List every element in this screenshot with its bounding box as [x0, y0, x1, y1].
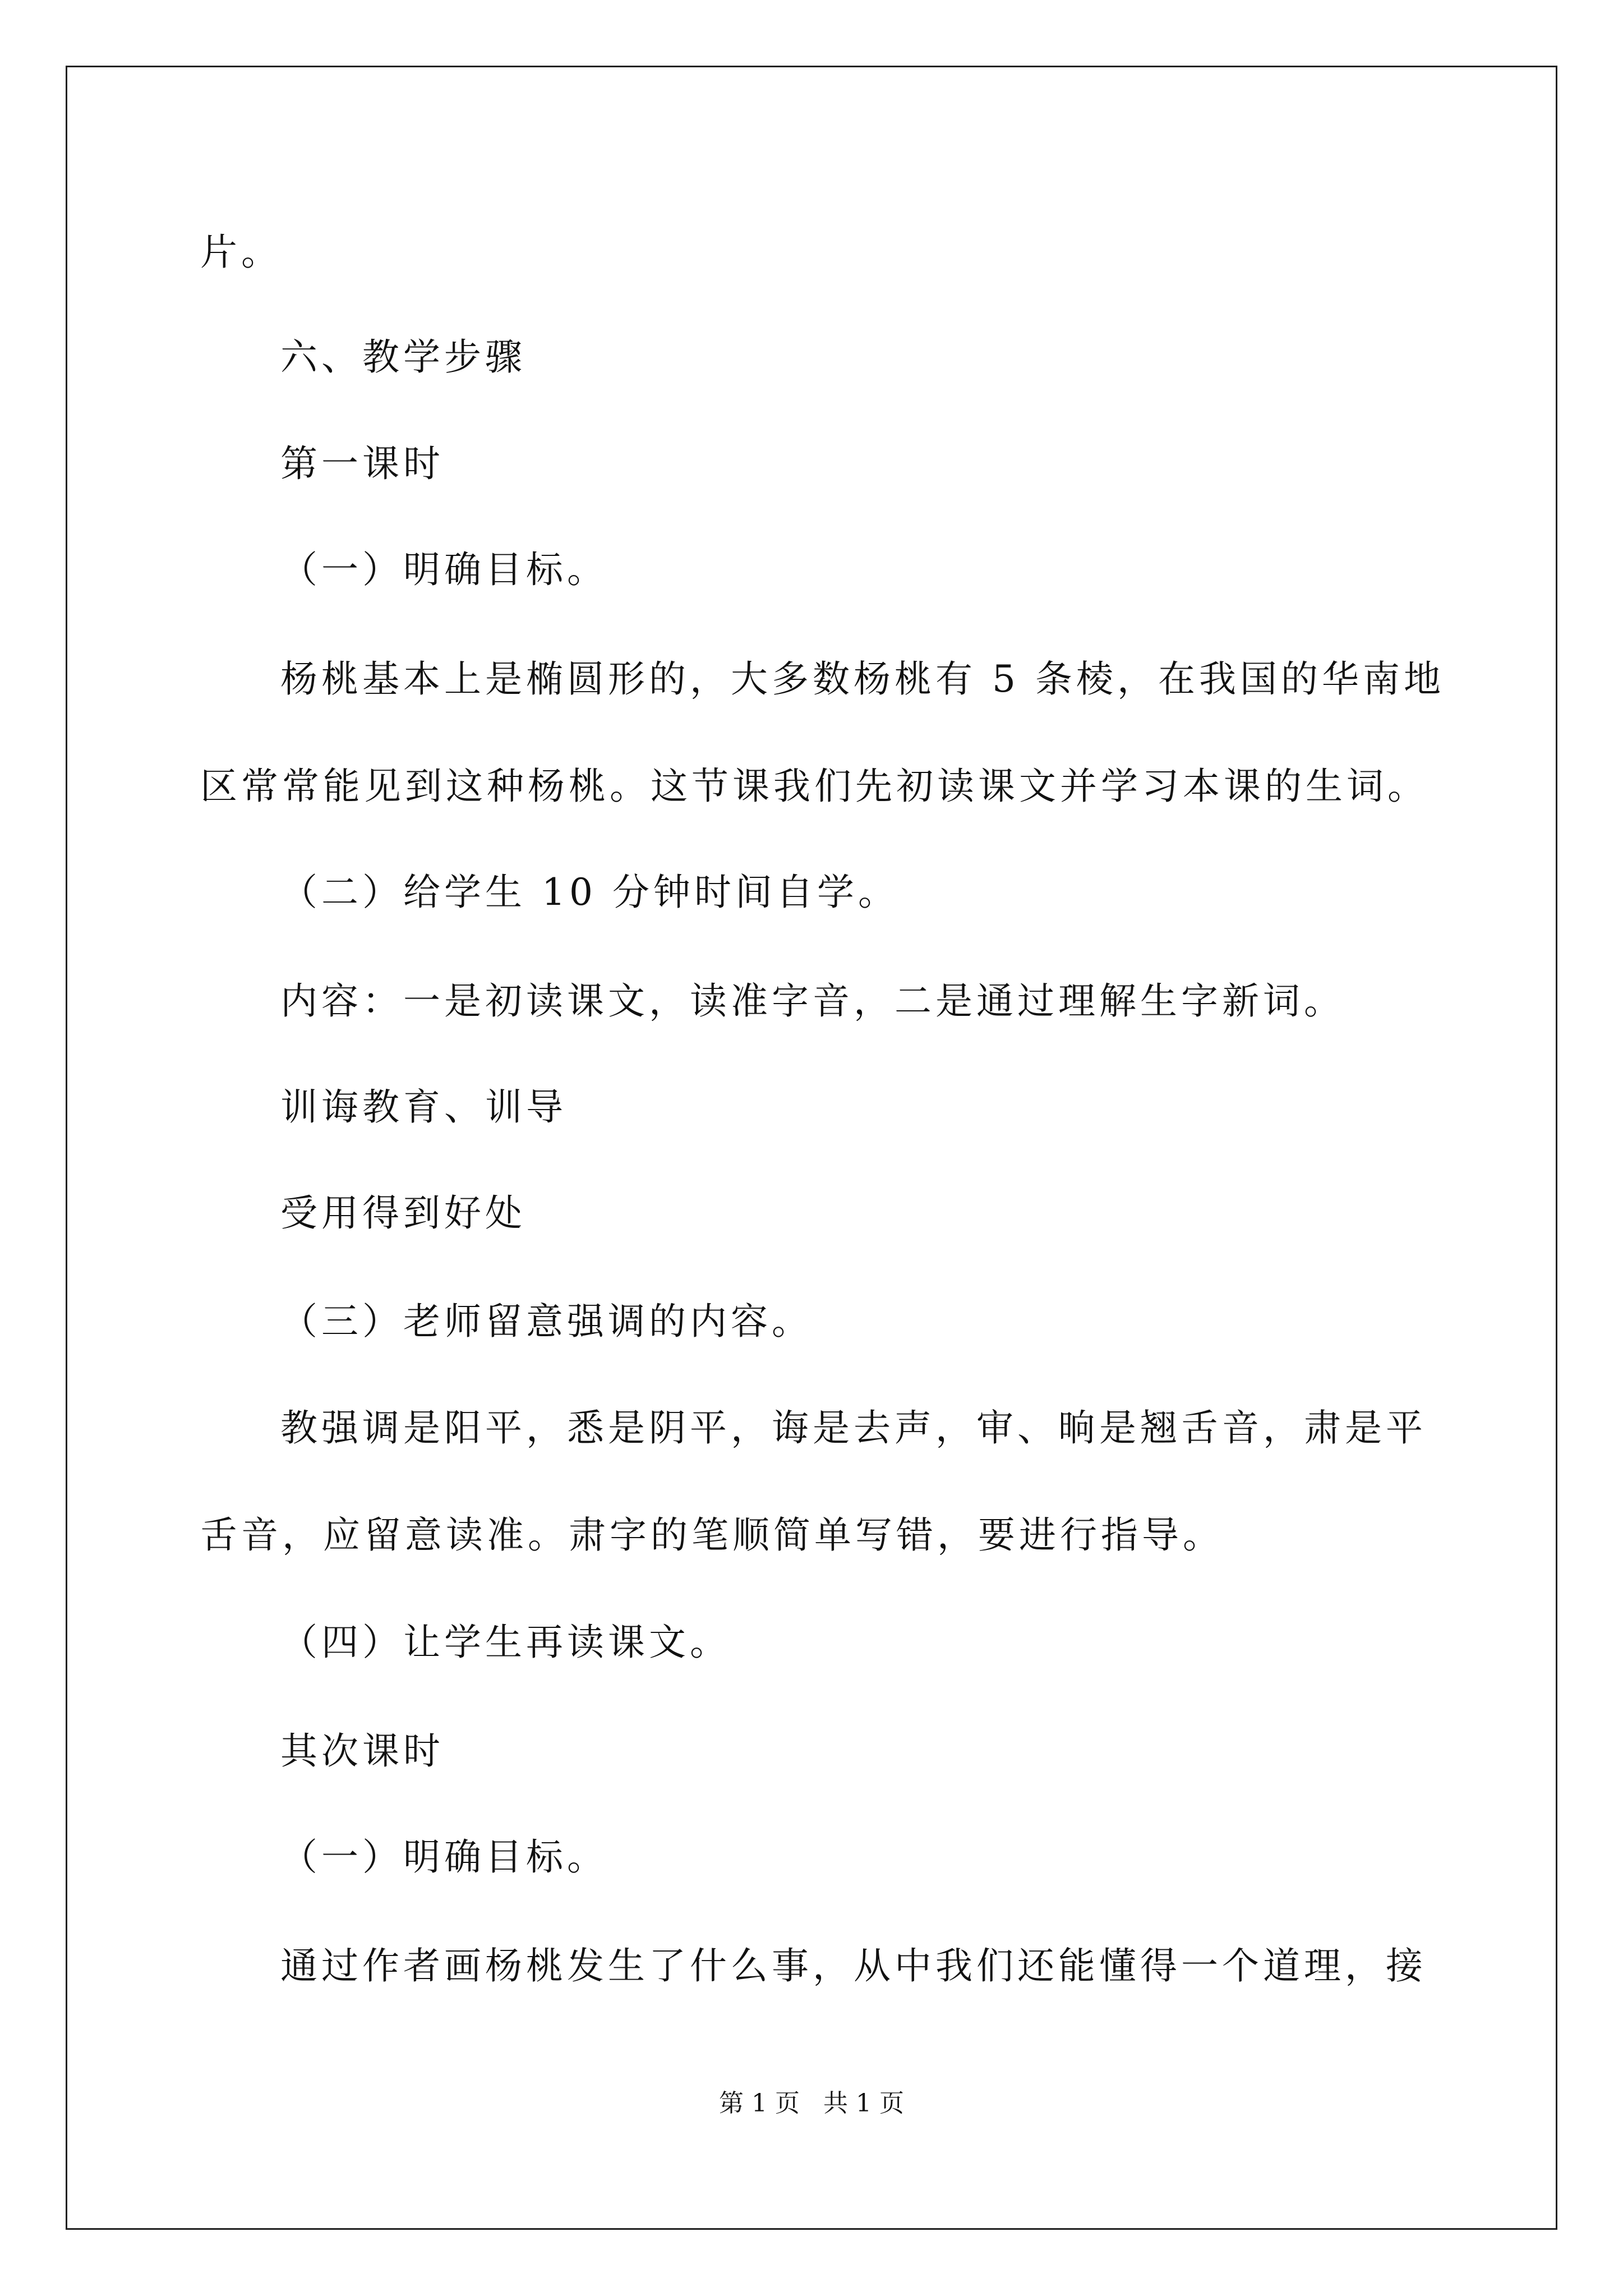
text-line: 训诲教育、训导 — [280, 1085, 567, 1129]
page-border — [66, 66, 1557, 2230]
text-line: 杨桃基本上是椭圆形的，大多数杨桃有 5 条棱，在我国的华南地 — [280, 657, 1445, 701]
subsection-heading: （三）老师留意强调的内容。 — [280, 1300, 813, 1343]
text-line: 受用得到好处 — [280, 1191, 526, 1235]
subsection-heading: （二）给学生 10 分钟时间自学。 — [280, 871, 899, 914]
text-line: 内容：一是初读课文，读准字音，二是通过理解生字新词。 — [280, 979, 1345, 1023]
page-footer: 第 1 页 共 1 页 — [719, 2089, 904, 2118]
subsection-heading: （一）明确目标。 — [280, 548, 608, 591]
text-line: 通过作者画杨桃发生了什么事，从中我们还能懂得一个道理，接 — [280, 1944, 1427, 1987]
lesson-heading: 其次课时 — [280, 1729, 444, 1773]
text-line: 教强调是阳平，悉是阴平，诲是去声，审、晌是翘舌音，肃是平 — [280, 1406, 1427, 1450]
section-heading: 六、教学步骤 — [280, 335, 526, 379]
subsection-heading: （四）让学生再读课文。 — [280, 1621, 731, 1664]
text-line: 区常常能见到这种杨桃。这节课我们先初读课文并学习本课的生词。 — [200, 765, 1428, 808]
text-line: 片。 — [200, 231, 282, 274]
text-line: 舌音，应留意读准。肃字的笔顺简单写错，要进行指导。 — [200, 1513, 1224, 1557]
subsection-heading: （一）明确目标。 — [280, 1835, 608, 1879]
lesson-heading: 第一课时 — [280, 442, 444, 485]
